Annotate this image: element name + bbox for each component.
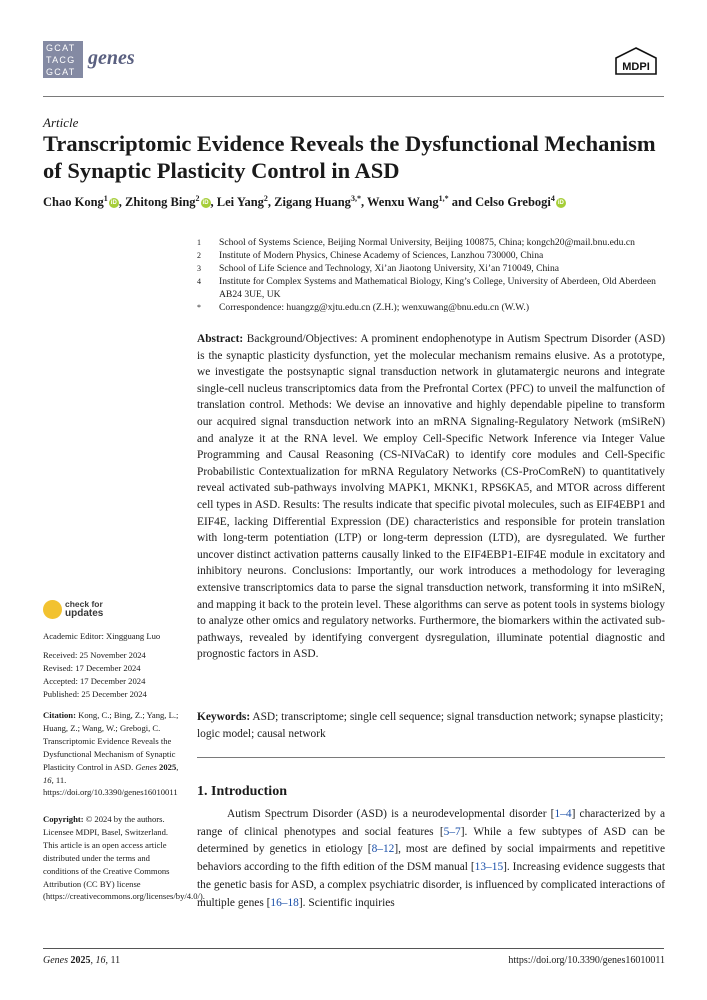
author-affil-sup: 1 [103,194,108,203]
affiliation-text: Institute of Modern Physics, Chinese Academy of Sciences, Lanzhou 730000, China [219,250,544,261]
citation-rest: , 11. https://doi.org/10.3390/genes16010011 [43,774,178,798]
keywords-rule [197,757,665,758]
author-separator: , [118,195,126,210]
affiliation-item [197,262,667,275]
author-name: Celso Grebogi [475,195,551,210]
article-title: Transcriptomic Evidence Reveals the Dysfunctional Mechanism of Synaptic Plasticity Control in ASD [43,131,656,183]
footer-citation: Genes 2025, 16, 11 [43,955,121,966]
affiliation-number: 2 [197,251,201,260]
affiliation-text: Institute for Complex Systems and Mathematical Biology, King’s College, University of Aberdeen, Old Aberdeen AB24 3UE, UK [219,276,656,300]
keywords-label: Keywords: [197,711,251,723]
affiliation-number: 1 [197,238,201,247]
logo-line: TACG [46,55,76,65]
citation-link[interactable]: 1–4 [554,808,572,820]
abstract-label: Abstract: [197,333,244,345]
abstract-text: Background/Objectives: A prominent endophenotype in Autism Spectrum Disorder (ASD) is the synaptic plasticity dysfunction, yet the molecular mechanism remains elusive. As a prototype, we investigate the postsynaptic signal transduction network in glutamatergic neurons and integrate single-cell nucleus transcriptomics data from the Prefrontal Cortex (PFC) to unveil the malfunction of translation control. Methods: We devise an innovative and highly dependable pipeline to transform our acquired signal transduction network into an mRNA Signaling-Regulatory Network (mSiReN) and analyze it at the RNA level. We employ Cell-Specific Network Inference via Integer Value Programming and Causal Reasoning (CS-NIVaCaR) to identify core modules and Cell-Specific Probabilistic Contextualization for mRNA Regulatory Networks (CS-ProComReN) to quantitatively reveal activated sub-pathways involving MAPK1, MKNK1, RPS6KA5, and MTOR across different cell types in ASD. Results: The results indicate that specific pivotal molecules, such as EIF4EBP1 and EIF4E, lacking Differential Expression (DE) characteristics and responsible for protein translation with long-term potentiation (LTP) or long-term depression (LTD), are dysregulated. We further uncover distinct activation patterns causally linked to the EIF4EBP1-EIF4E module in excitatory and inhibitory neurons. Conclusions: Importantly, our work introduces a methodology for leveraging extensive transcriptomics data to parse the signal transduction network, transforming it into mSiReN, and mapping it back to the protein level. These algorithms can serve as potent tools in systems biology to analyze other omics and regulatory networks. Furthermore, the biomarkers within the activated sub-pathways, revealed by identifying convergent dysregulation, illuminate potential diagnostic and prognostic factors in ASD. [197,333,665,661]
body-text-segment: ]. Increasing evidence suggests that the genetic basis for ASD, a complex psychiatric disorder, is influenced by complicated interactions of multiple genes [ [197,861,665,909]
dates [43,649,183,701]
author-separator: and [448,195,476,210]
author-affil-sup: 3,* [350,194,361,203]
journal-logo [43,41,83,78]
citation-link[interactable]: 8–12 [371,843,395,856]
footer-rule [43,948,664,949]
orcid-icon[interactable]: iD [110,200,117,207]
affiliation-item [197,301,667,314]
logo-line: GCAT [46,43,76,53]
author-affil-sup: 4 [550,194,555,203]
footer-article: , 11 [105,955,121,966]
keywords [197,709,665,742]
footer-year: 2025 [70,955,91,966]
citation-text: Kong, C.; Bing, Z.; Yang, L.; Huang, Z.; Wang, W.; Grebogi, C. Transcriptomic Evidence Reveals the Dysfunctional Mechanism of Synaptic Plasticity Control in ASD. [43,710,179,772]
footer-vol: 16 [95,955,106,966]
header-rule [43,96,664,97]
author-list [43,194,683,210]
mdpi-logo-text: MDPI [622,61,650,73]
orcid-icon[interactable]: iD [557,200,564,207]
author-name: Chao Kong [43,195,104,210]
copyright-text: © 2024 by the authors. Licensee MDPI, Basel, Switzerland. This article is an open access article distributed under the terms and conditions of the Creative Commons Attribution (CC BY) license (https://creativecommons.org/licenses/by/4.0/). [43,814,205,902]
date-received: Received: 25 November 2024 [43,650,146,660]
author-name: Wenxu Wang [366,195,439,210]
author-affil-sup: 1,* [438,194,449,203]
academic-editor: Academic Editor: Xingguang Luo [43,631,161,641]
body-text-segment: Autism Spectrum Disorder (ASD) is a neurodevelopmental disorder [ [227,808,555,820]
copyright-label: Copyright: [43,814,84,824]
mdpi-logo [615,47,657,75]
logo-line: GCAT [46,67,76,77]
affiliation-number: 3 [197,264,201,273]
copyright [43,813,205,903]
affiliation-number: * [197,303,201,312]
orcid-icon[interactable]: iD [202,200,209,207]
citation-journal: Genes [135,761,157,772]
citation-link[interactable]: 5–7 [443,825,461,838]
author-affil-sup: 2 [195,194,200,203]
author-separator: , [210,195,217,210]
author-separator: , [267,195,275,210]
date-revised: Revised: 17 December 2024 [43,662,141,673]
updates-line2: updates [65,608,104,619]
affiliation-text: Correspondence: huangzg@xjtu.edu.cn (Z.H.); wenxuwang@bnu.edu.cn (W.W.) [219,302,530,313]
body-text-segment: ] characterized by a range of clinical phenotypes and social features [ [197,808,665,838]
footer-journal: Genes [43,955,68,966]
keywords-text: ASD; transcriptome; single cell sequence; signal transduction network; synapse plasticity; logic model; causal network [197,711,664,740]
date-accepted: Accepted: 17 December 2024 [43,675,146,686]
article-type: Article [43,115,79,130]
section-title: 1. Introduction [197,784,287,799]
author-separator: , [360,195,367,210]
affiliation-number: 4 [197,277,201,286]
citation-link[interactable]: 13–15 [474,861,504,874]
section-body [197,806,665,912]
body-text-segment: ]. Scientific inquiries [298,896,395,909]
citation: Citation: Kong, C.; Bing, Z.; Yang, L.; Huang, Z.; Wang, W.; Grebogi, C. Transcriptomic Evidence Reveals the Dysfunctional Mechanism of Synaptic Plasticity Control in ASD. Genes 2025, 16, 11. https://doi.org/10.3390/genes16010011 [43,710,179,798]
author-name: Zhitong Bing [125,195,196,210]
citation-link[interactable]: 16–18 [270,896,299,909]
citation-vol: 16 [43,774,52,785]
body-text-segment: ]. While a few subtypes of ASD can be determined by genetics in etiology [ [197,825,665,856]
author-name: Lei Yang [216,195,264,210]
updates-icon [43,600,62,619]
abstract [197,331,665,663]
date-published: Published: 25 December 2024 [43,688,147,699]
footer-doi[interactable]: https://doi.org/10.3390/genes16010011 [508,955,665,966]
author-name: Zigang Huang [274,195,351,210]
affiliations [197,236,667,314]
updates-line1: check for [65,599,103,609]
affiliation-item [197,275,667,301]
citation-year: 2025 [159,761,177,772]
citation-label: Citation: [43,710,76,720]
author-affil-sup: 2 [263,194,268,203]
check-for-updates-badge[interactable] [43,598,113,626]
affiliation-text: School of Life Science and Technology, Xi’an Jiaotong University, Xi’an 710049, China [219,263,560,274]
affiliation-item [197,249,667,262]
body-text-segment: ], most are defined by social impairments and repetitive behaviors according to the fifth edition of the DSM manual [ [197,843,665,874]
affiliation-item [197,236,667,249]
journal-name: genes [88,47,135,69]
affiliation-text: School of Systems Science, Beijing Normal University, Beijing 100875, China; kongch20@mail.bnu.edu.cn [219,237,635,248]
